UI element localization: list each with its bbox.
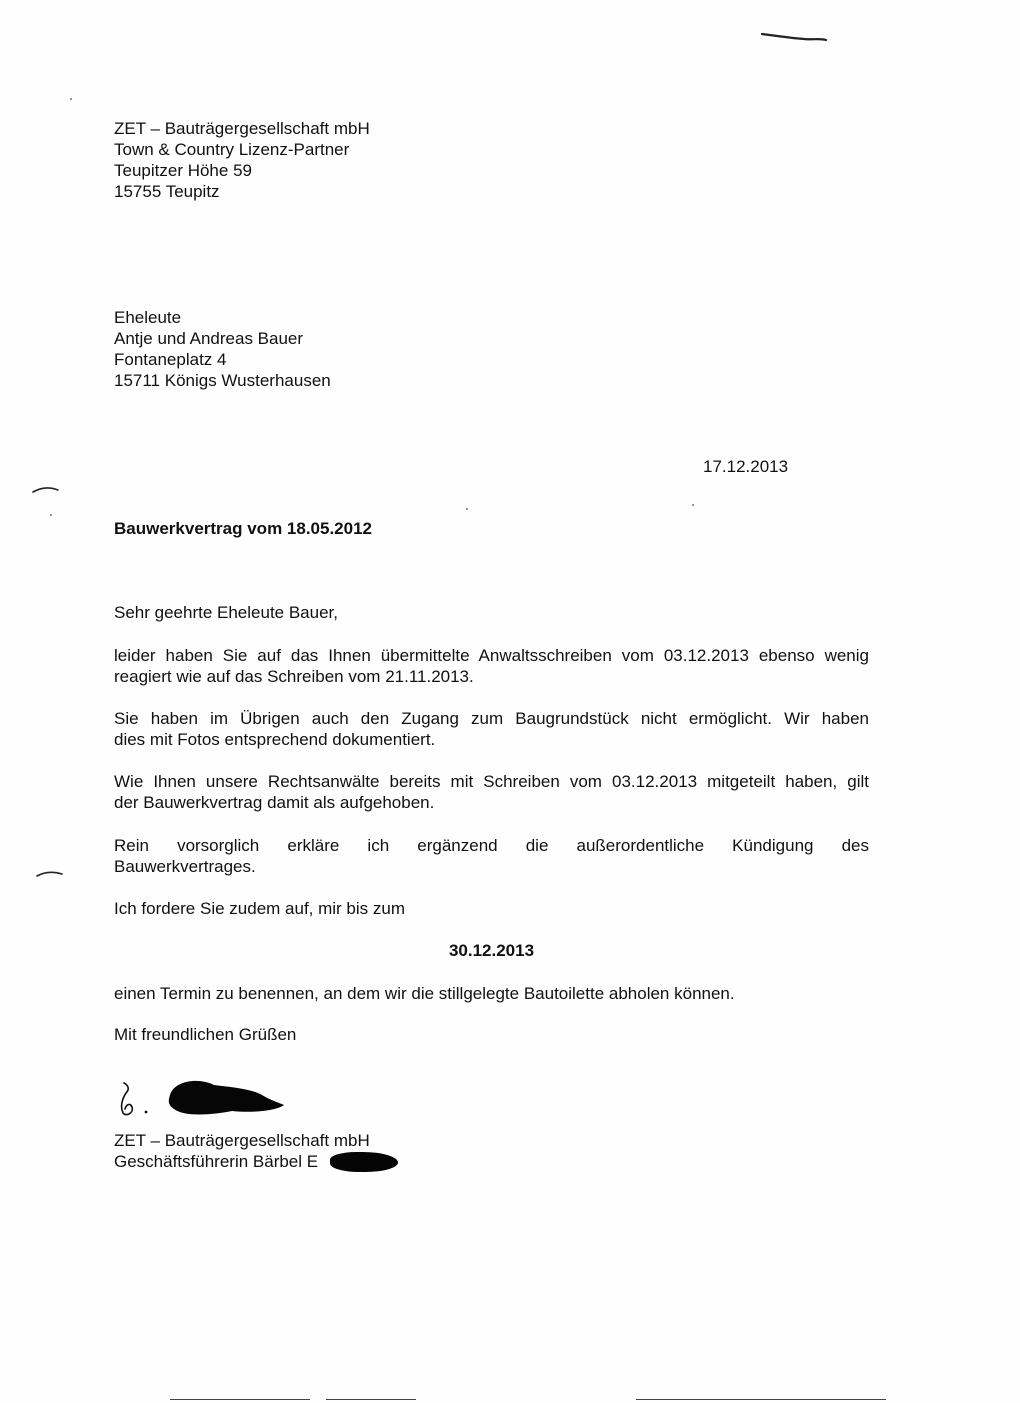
scan-speck (692, 504, 694, 506)
sender-company: ZET – Bauträgergesellschaft mbH (114, 119, 370, 138)
paragraph-1-line-1: leider haben Sie auf das Ihnen übermittelte Anwaltsschreiben vom 03.12.2013 ebenso wenig (114, 646, 869, 665)
signature-company: ZET – Bauträgergesellschaft mbH (114, 1131, 370, 1150)
salutation: Sehr geehrte Eheleute Bauer, (114, 603, 338, 622)
scan-mark-left-1 (30, 482, 62, 496)
scan-speck (466, 508, 468, 510)
letter-date: 17.12.2013 (703, 457, 789, 476)
letter-subject: Bauwerkvertrag vom 18.05.2012 (114, 519, 372, 538)
paragraph-4 (114, 835, 869, 877)
paragraph-2 (114, 708, 869, 750)
signature-name: Geschäftsführerin Bärbel E (114, 1152, 319, 1171)
bottom-edge-rule (636, 1399, 886, 1400)
recipient-street: Fontaneplatz 4 (114, 350, 227, 369)
sender-partner: Town & Country Lizenz-Partner (114, 140, 350, 159)
sender-city: 15755 Teupitz (114, 182, 220, 201)
paragraph-2-line-2: dies mit Fotos entsprechend dokumentiert. (114, 730, 436, 749)
recipient-address (114, 307, 331, 391)
paragraph-4-line-1: Rein vorsorglich erkläre ich ergänzend die außerordentliche Kündigung des (114, 836, 869, 855)
scan-speck (70, 98, 72, 100)
recipient-city: 15711 Königs Wusterhausen (114, 371, 331, 390)
sender-address (114, 118, 370, 202)
handwritten-signature (112, 1075, 297, 1125)
paragraph-6: einen Termin zu benennen, an dem wir die stillgelegte Bautoilette abholen können. (114, 984, 735, 1003)
name-redaction (330, 1152, 398, 1172)
paragraph-3-line-2: der Bauwerkvertrag damit als aufgehoben. (114, 793, 435, 812)
scan-speck (50, 514, 52, 516)
scan-mark-top-right (760, 28, 830, 46)
closing: Mit freundlichen Grüßen (114, 1025, 297, 1044)
paragraph-5: Ich fordere Sie zudem auf, mir bis zum (114, 899, 406, 918)
sender-street: Teupitzer Höhe 59 (114, 161, 252, 180)
paragraph-1 (114, 645, 869, 687)
paragraph-3-line-1: Wie Ihnen unsere Rechtsanwälte bereits mit Schreiben vom 03.12.2013 mitgeteilt haben, gilt (114, 772, 869, 791)
signature-redaction (169, 1081, 284, 1115)
paragraph-4-line-2: Bauwerkvertrages. (114, 857, 256, 876)
paragraph-2-line-1: Sie haben im Übrigen auch den Zugang zum Baugrundstück nicht ermöglicht. Wir haben (114, 709, 869, 728)
recipient-names: Antje und Andreas Bauer (114, 329, 304, 348)
scan-mark-left-2 (34, 866, 66, 880)
paragraph-3 (114, 771, 869, 813)
recipient-title: Eheleute (114, 308, 182, 327)
bottom-edge-rule (170, 1399, 310, 1400)
paragraph-1-line-2: reagiert wie auf das Schreiben vom 21.11.2013. (114, 667, 474, 686)
deadline-date: 30.12.2013 (448, 941, 535, 960)
bottom-edge-rule (326, 1399, 416, 1400)
